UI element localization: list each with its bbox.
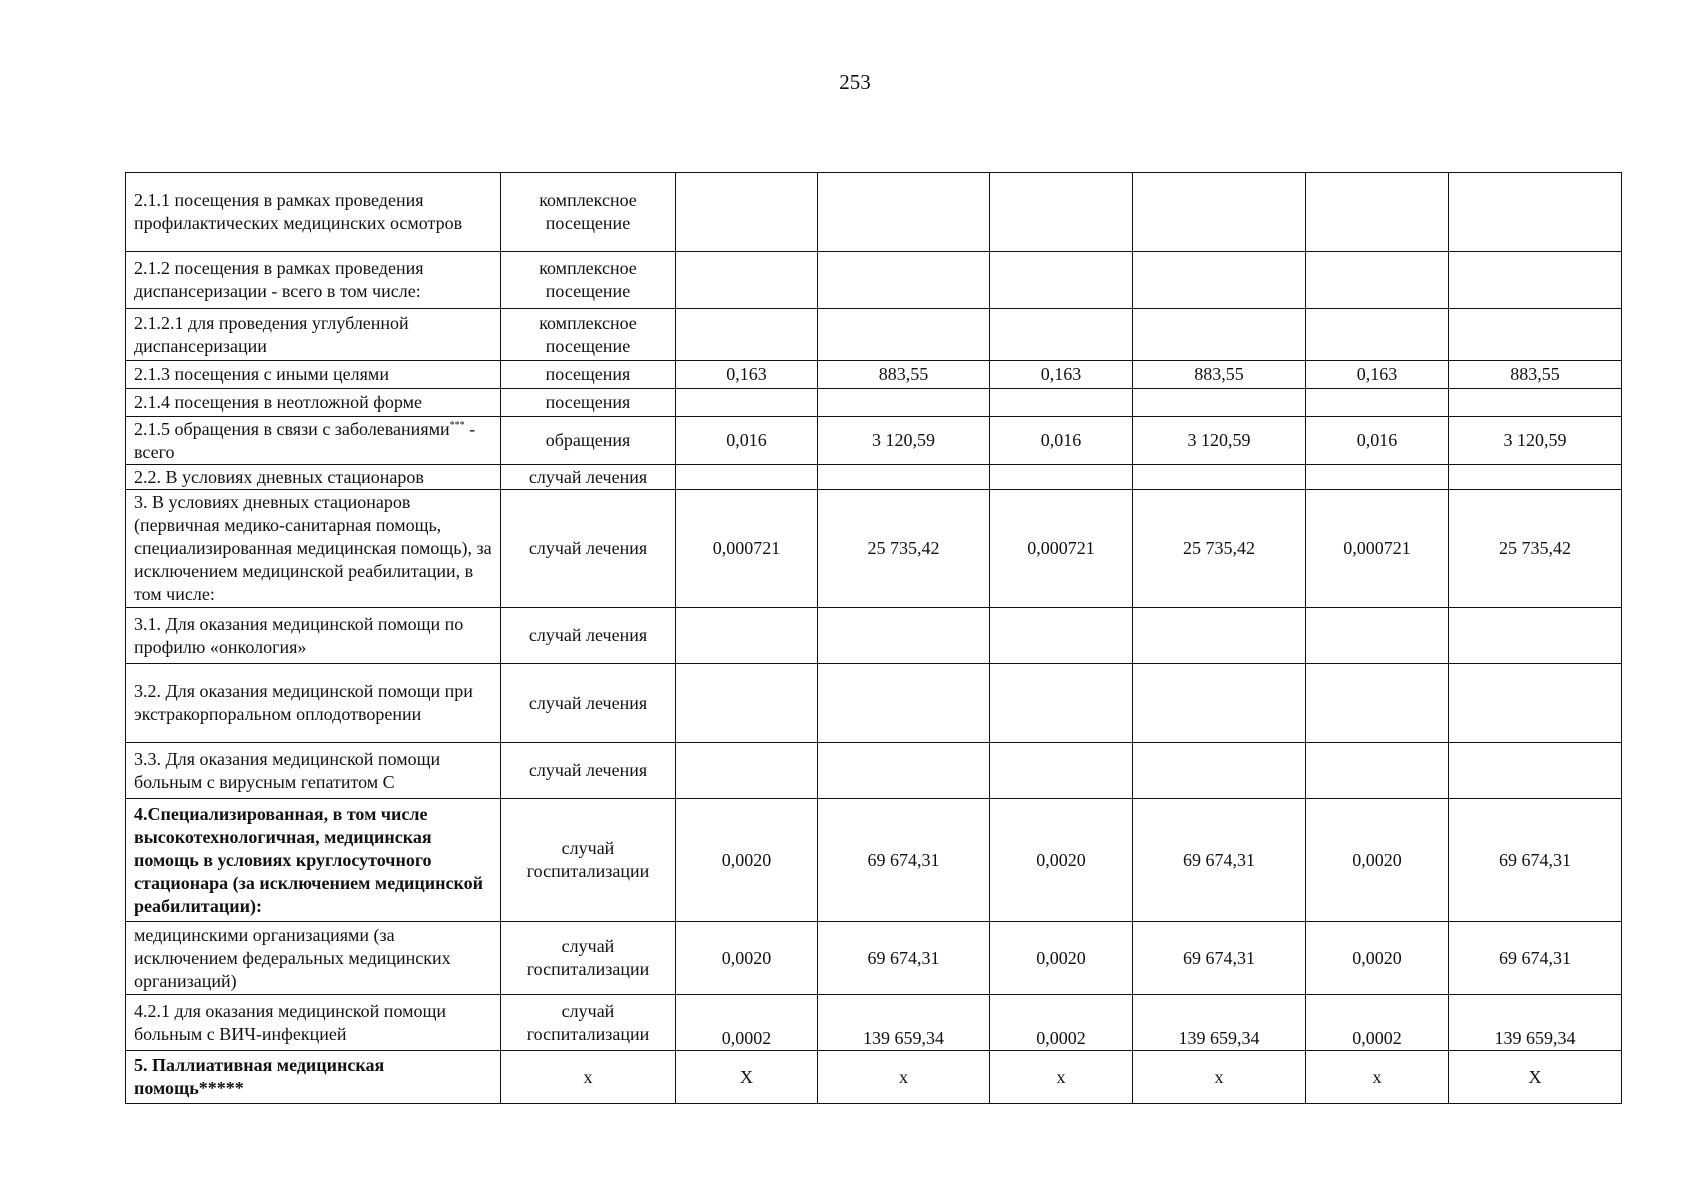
value-cell: х — [1133, 1051, 1306, 1104]
value-cell — [990, 252, 1133, 309]
value-cell — [1133, 664, 1306, 743]
value-cell: 0,016 — [676, 417, 818, 465]
value-cell — [1306, 252, 1449, 309]
data-table — [125, 172, 1622, 1104]
row-unit: случай госпитализации — [501, 799, 676, 922]
value-cell: 3 120,59 — [1449, 417, 1622, 465]
value-cell — [818, 389, 990, 417]
page-number: 253 — [839, 70, 871, 94]
value-cell — [818, 173, 990, 252]
row-unit: случай лечения — [501, 465, 676, 490]
value-cell — [990, 173, 1133, 252]
row-unit: посещения — [501, 361, 676, 389]
value-cell: х — [818, 1051, 990, 1104]
value-cell: 0,016 — [990, 417, 1133, 465]
row-unit: х — [501, 1051, 676, 1104]
value-cell — [1306, 743, 1449, 799]
value-cell: Х — [676, 1051, 818, 1104]
value-cell — [990, 465, 1133, 490]
value-cell — [1306, 465, 1449, 490]
value-cell: х — [1306, 1051, 1449, 1104]
value-cell — [818, 608, 990, 664]
value-cell: 69 674,31 — [818, 922, 990, 995]
value-cell: 0,0002 — [990, 995, 1133, 1051]
value-cell — [1449, 743, 1622, 799]
value-cell: х — [990, 1051, 1133, 1104]
row-unit: случай госпитализации — [501, 922, 676, 995]
value-cell — [1133, 465, 1306, 490]
row-name: 4.Специализированная, в том числе высокотехнологичная, медицинская помощь в условиях круглосуточного стационара (за исключением медицинской реабилитации): — [126, 799, 501, 922]
value-cell: 0,0020 — [676, 922, 818, 995]
row-name: 2.1.2.1 для проведения углубленной диспансеризации — [126, 309, 501, 361]
value-cell: 0,0002 — [676, 995, 818, 1051]
table-row — [126, 361, 1622, 389]
value-cell — [818, 309, 990, 361]
value-cell — [1306, 389, 1449, 417]
row-unit: посещения — [501, 389, 676, 417]
value-cell — [676, 309, 818, 361]
row-unit: обращения — [501, 417, 676, 465]
value-cell: 0,000721 — [1306, 490, 1449, 608]
table-row — [126, 309, 1622, 361]
row-name: 3.1. Для оказания медицинской помощи по профилю «онкология» — [126, 608, 501, 664]
value-cell — [990, 743, 1133, 799]
value-cell: 0,0020 — [990, 799, 1133, 922]
value-cell — [676, 252, 818, 309]
value-cell: 0,163 — [990, 361, 1133, 389]
table-row — [126, 922, 1622, 995]
row-name: 4.2.1 для оказания медицинской помощи больным с ВИЧ-инфекцией — [126, 995, 501, 1051]
row-name: 2.2. В условиях дневных стационаров — [126, 465, 501, 490]
value-cell — [1449, 465, 1622, 490]
table-row — [126, 252, 1622, 309]
value-cell: 883,55 — [1449, 361, 1622, 389]
footnote-marker: *** — [449, 419, 465, 431]
table-row — [126, 490, 1622, 608]
value-cell: 69 674,31 — [1449, 799, 1622, 922]
value-cell — [1306, 608, 1449, 664]
value-cell — [676, 389, 818, 417]
value-cell — [818, 465, 990, 490]
value-cell — [1133, 309, 1306, 361]
value-cell: 0,000721 — [990, 490, 1133, 608]
table-row — [126, 465, 1622, 490]
value-cell — [990, 309, 1133, 361]
table-row — [126, 995, 1622, 1051]
table-row — [126, 664, 1622, 743]
row-name: 3.2. Для оказания медицинской помощи при экстракорпоральном оплодотворении — [126, 664, 501, 743]
value-cell — [990, 664, 1133, 743]
table-row — [126, 743, 1622, 799]
value-cell — [676, 664, 818, 743]
row-unit: случай лечения — [501, 608, 676, 664]
value-cell — [818, 664, 990, 743]
value-cell: 0,000721 — [676, 490, 818, 608]
value-cell — [1306, 173, 1449, 252]
value-cell: 0,0020 — [1306, 799, 1449, 922]
value-cell: 25 735,42 — [1133, 490, 1306, 608]
table-row — [126, 389, 1622, 417]
row-unit: случай лечения — [501, 743, 676, 799]
value-cell — [818, 252, 990, 309]
value-cell: 139 659,34 — [1133, 995, 1306, 1051]
row-name: 3. В условиях дневных стационаров (первичная медико-санитарная помощь, специализированная медицинская помощь), за исключением медицинской реабилитации, в том числе: — [126, 490, 501, 608]
value-cell — [1449, 309, 1622, 361]
value-cell — [676, 465, 818, 490]
row-name-text: 2.1.5 обращения в связи с заболеваниями — [134, 418, 450, 439]
row-unit: комплексное посещение — [501, 252, 676, 309]
value-cell — [1133, 252, 1306, 309]
row-unit: комплексное посещение — [501, 309, 676, 361]
value-cell — [676, 173, 818, 252]
value-cell: 0,0020 — [1306, 922, 1449, 995]
value-cell — [1306, 664, 1449, 743]
row-unit: случай госпитализации — [501, 995, 676, 1051]
value-cell — [1133, 743, 1306, 799]
value-cell: 0,163 — [1306, 361, 1449, 389]
value-cell: 883,55 — [818, 361, 990, 389]
value-cell: 69 674,31 — [1133, 922, 1306, 995]
value-cell: 883,55 — [1133, 361, 1306, 389]
row-name: 2.1.2 посещения в рамках проведения диспансеризации - всего в том числе: — [126, 252, 501, 309]
value-cell: 0,163 — [676, 361, 818, 389]
table-row — [126, 799, 1622, 922]
value-cell: 69 674,31 — [1133, 799, 1306, 922]
row-name: 5. Паллиативная медицинская помощь***** — [126, 1051, 501, 1104]
value-cell: 0,0020 — [990, 922, 1133, 995]
value-cell — [676, 743, 818, 799]
value-cell: 69 674,31 — [1449, 922, 1622, 995]
row-name-tail: - всего — [134, 418, 476, 462]
value-cell — [990, 608, 1133, 664]
value-cell: 3 120,59 — [1133, 417, 1306, 465]
value-cell — [1133, 389, 1306, 417]
value-cell: 69 674,31 — [818, 799, 990, 922]
value-cell — [1133, 173, 1306, 252]
value-cell: 3 120,59 — [818, 417, 990, 465]
value-cell: 139 659,34 — [1449, 995, 1622, 1051]
table-row — [126, 1051, 1622, 1104]
table-row — [126, 417, 1622, 465]
value-cell: 139 659,34 — [818, 995, 990, 1051]
row-unit: случай лечения — [501, 664, 676, 743]
value-cell — [1306, 309, 1449, 361]
value-cell — [1449, 389, 1622, 417]
row-name: 2.1.3 посещения с иными целями — [126, 361, 501, 389]
row-unit: случай лечения — [501, 490, 676, 608]
value-cell: 0,0020 — [676, 799, 818, 922]
value-cell — [1133, 608, 1306, 664]
value-cell: 0,0002 — [1306, 995, 1449, 1051]
value-cell: 25 735,42 — [818, 490, 990, 608]
value-cell — [1449, 252, 1622, 309]
table-row — [126, 173, 1622, 252]
value-cell — [818, 743, 990, 799]
row-name: 2.1.1 посещения в рамках проведения профилактических медицинских осмотров — [126, 173, 501, 252]
row-name: медицинскими организациями (за исключением федеральных медицинских организаций) — [126, 922, 501, 995]
value-cell — [676, 608, 818, 664]
row-unit: комплексное посещение — [501, 173, 676, 252]
row-name: 3.3. Для оказания медицинской помощи больным с вирусным гепатитом С — [126, 743, 501, 799]
value-cell — [1449, 664, 1622, 743]
row-name: 2.1.4 посещения в неотложной форме — [126, 389, 501, 417]
value-cell — [1449, 608, 1622, 664]
value-cell: 25 735,42 — [1449, 490, 1622, 608]
value-cell: 0,016 — [1306, 417, 1449, 465]
table-row — [126, 608, 1622, 664]
value-cell — [990, 389, 1133, 417]
row-name — [126, 417, 501, 465]
value-cell — [1449, 173, 1622, 252]
value-cell: Х — [1449, 1051, 1622, 1104]
